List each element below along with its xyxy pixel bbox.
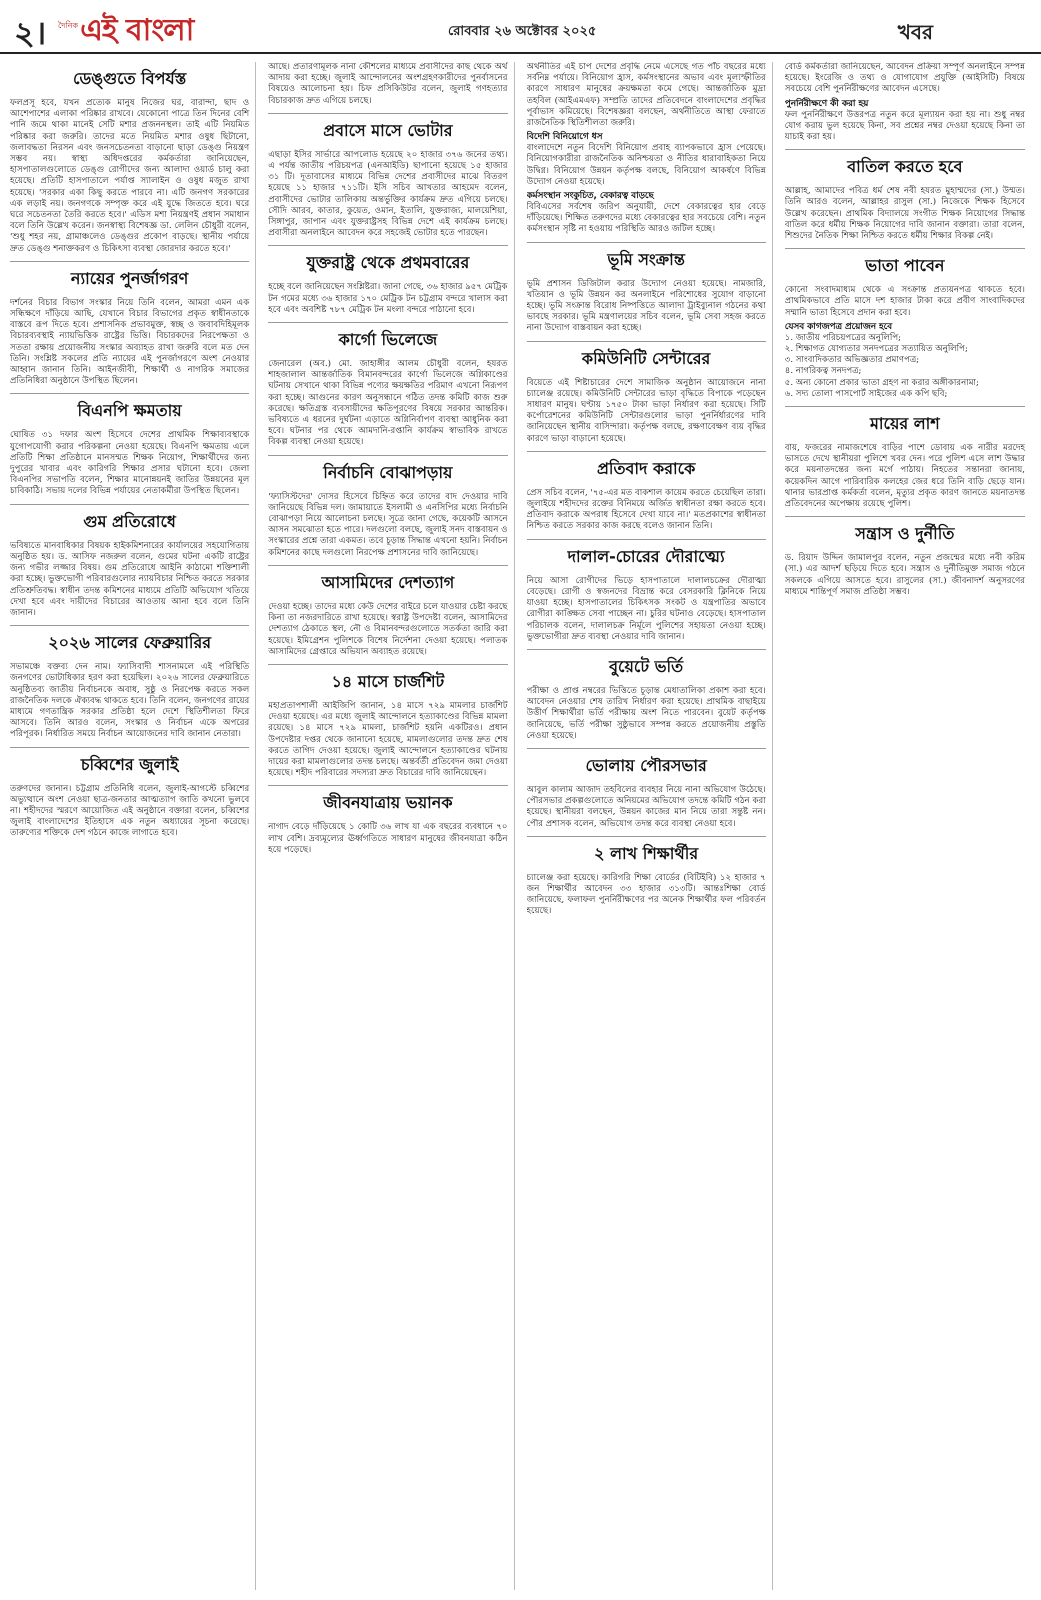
article-body: দেওয়া হচ্ছে। তাদের মধ্যে কেউ দেশের বাইরে চলে যাওয়ার চেষ্টা করছে কিনা তা নজরদারিতে রাখা হয়েছে। স্বরাষ্ট্র উপদেষ্টা বলেন, আসামিদের দেশত্যাগ ঠেকাতে স্থল, নৌ ও বিমানবন্দরগুলোতে সতর্কতা জারি করা হয়েছে। ইমিগ্রেশন পুলিশকে বিশেষ নির্দেশনা দেওয়া হয়েছে। পলাতক আসামিদের গ্রেপ্তারে অভিযান অব্যাহত রয়েছে।	[268, 601, 508, 657]
article	[268, 322, 507, 449]
article-body: নাগাদ বেড়ে দাঁড়িয়েছে ১ কোটি ৩৬ লাখ যা এক বছরের ব্যবধানে ৭০ লাখ বেশি। দ্রব্যমূল্যের ঊর্ধ্বগতিতে সাধারণ মানুষের জীবনযাত্রা কঠিন হয়ে পড়েছে।	[268, 822, 508, 855]
article-subhead: যেসব কাগজপত্র প্রয়োজন হবে	[784, 321, 893, 332]
article-body: দর্শনের বিচার বিভাগ সংস্কার নিয়ে তিনি বলেন, আমরা এমন এক সন্ধিক্ষণে দাঁড়িয়ে আছি, যেখানে বিচার বিভাগের প্রকৃত স্বাধীনতাকে বাস্তবে রূপ দিতে হবে। প্রশাসনিক প্রভাবমুক্ত, স্বচ্ছ ও জবাবদিহিমূলক বিচারব্যবস্থাই ন্যায়ভিত্তিক রাষ্ট্রের ভিত্তি। বিচারকদের নিরপেক্ষতা ও সততা রক্ষায় প্রয়োজনীয় সংস্কার অব্যাহত রাখা জরুরি বলে মত দেন তিনি। সংশ্লিষ্ট সকলের প্রতি ন্যায়ের এই পুনর্জাগরণে অংশ নেওয়ার আহ্বান জানান তিনি। আইনজীবী, শিক্ষার্থী ও নাগরিক সমাজের প্রতিনিধিরা অনুষ্ঠানে উপস্থিত ছিলেন।	[10, 297, 250, 387]
article	[527, 836, 766, 918]
article	[268, 245, 507, 316]
article-subhead-body: ফল পুনর্নিরীক্ষণে উত্তরপত্র নতুন করে মূল্যায়ন করা হয় না। শুধু নম্বর যোগ করায় ভুল হয়েছে কিনা, সব প্রশ্নের নম্বর দেওয়া হয়েছে কিনা তা যাচাই করা হয়।	[784, 109, 1025, 143]
list-item: ১. জাতীয় পরিচয়পত্রের অনুলিপি;	[784, 332, 902, 343]
article	[527, 451, 766, 533]
article	[268, 785, 507, 856]
article-body: চ্যালেঞ্জ করা হয়েছে। কারিগরি শিক্ষা বোর্ডের (বিটিইবি) ১২ হাজার ৭ জন শিক্ষার্থীর আবেদন ৩৩ হাজার ৩১৩টি। আন্তঃশিক্ষা বোর্ড জানিয়েছে, ফলাফল পুনর্নিরীক্ষণের পর অনেক শিক্ষার্থীর ফল পরিবর্তন হয়েছে।	[526, 872, 766, 917]
article	[10, 747, 249, 840]
news-column	[527, 62, 773, 1590]
article-headline: গুম প্রতিরোধে	[10, 504, 249, 541]
article	[785, 62, 1025, 143]
article	[10, 504, 249, 619]
article-body: জেনারেল (অব.) মো. জাহাঙ্গীর আলম চৌধুরী বলেন, হযরত শাহজালাল আন্তর্জাতিক বিমানবন্দরের কার্গো ভিলেজে অগ্নিকাণ্ডের ঘটনায় সেখানে থাকা বিভিন্ন পণ্যের ক্ষয়ক্ষতির পরিমাণ এখনো নিরূপণ করা হচ্ছে। আগুনের কারণ অনুসন্ধানে গঠিত তদন্ত কমিটি কাজ শুরু করেছে। ক্ষতিগ্রস্ত ব্যবসায়ীদের ক্ষতিপূরণের বিষয়ে সরকার আন্তরিক। ভবিষ্যতে এ ধরনের দুর্ঘটনা এড়াতে অগ্নিনির্বাপণ ব্যবস্থা আধুনিক করা হবে। ঘটনার পর থেকে আমদানি-রপ্তানি কার্যক্রম স্বাভাবিক রাখতে বিকল্প ব্যবস্থা নেওয়া হয়েছে।	[268, 359, 508, 448]
article-headline: কমিউনিটি সেন্টারের	[527, 341, 766, 378]
article-headline: বিএনপি ক্ষমতায়	[10, 393, 249, 430]
article-headline: নির্বাচনি বোঝাপড়ায়	[268, 455, 507, 492]
article-body: ঘোষিত ৩১ দফার অংশ হিসেবে দেশের প্রাথমিক শিক্ষাব্যবস্থাকে যুগোপযোগী করার পরিকল্পনা নেওয়া হয়েছে। বিএনপি ক্ষমতায় এলে প্রতিটি শিক্ষা প্রতিষ্ঠানে মানসম্মত শিক্ষক নিয়োগ, শিক্ষার্থীদের জন্য দুপুরের খাবার এবং কারিগরি শিক্ষার প্রসার ঘটানো হবে। জেলা বিএনপির সভাপতি বলেন, শিক্ষার মানোন্নয়নই জাতির উন্নয়নের মূল চাবিকাঠি। সভায় দলের বিভিন্ন পর্যায়ের নেতাকর্মীরা উপস্থিত ছিলেন।	[10, 430, 250, 497]
article-subhead: বিদেশি বিনিয়োগে ধস	[526, 132, 603, 143]
article-body: মহাপ্রতাপশালী আইজিপি জানান, ১৪ মাসে ৭২৯ মামলার চার্জশিট দেওয়া হয়েছে। এর মধ্যে জুলাই আন্দোলনে হত্যাকাণ্ডের বিভিন্ন মামলা রয়েছে। ১৪ মাসে ৭২৯ মামলা, চার্জশিট হয়নি একটিরও। প্রধান উপদেষ্টার দপ্তর থেকে জানানো হয়েছে, মামলাগুলোর তদন্ত দ্রুত শেষ করতে তাগিদ দেওয়া হয়েছে। জুলাই আন্দোলনে হত্যাকাণ্ডের ঘটনায় দায়ের করা মামলাগুলোর তদন্ত চলছে। অন্তর্বর্তী প্রতিবেদন জমা দেওয়া হয়েছে। শহীদ পরিবারের সদস্যরা দ্রুত বিচারের দাবি জানিয়েছেন।	[268, 700, 508, 779]
article-body: পরীক্ষা ও প্রাপ্ত নম্বরের ভিত্তিতে চূড়ান্ত মেধাতালিকা প্রকাশ করা হবে। আবেদন নেওয়ার শেষ তারিখ নির্ধারণ করা হয়েছে। প্রাথমিক বাছাইয়ে উত্তীর্ণ শিক্ষার্থীরা ভর্তি পরীক্ষায় অংশ নিতে পারবেন। বুয়েট কর্তৃপক্ষ জানিয়েছে, ভর্তি পরীক্ষা সুষ্ঠুভাবে সম্পন্ন করতে প্রয়োজনীয় প্রস্তুতি নেওয়া হয়েছে।	[526, 685, 766, 741]
article	[268, 664, 507, 779]
article-body: সভামঞ্চে বক্তব্য দেন নাম। ফ্যাসিবাদী শাসনামলে এই পরিস্থিতি জনগণের ভোটাধিকার হরণ করা হয়েছিল। ২০২৬ সালের ফেব্রুয়ারিতে অনুষ্ঠিতব্য জাতীয় নির্বাচনকে অবাধ, সুষ্ঠু ও নিরপেক্ষ করতে সকল রাজনৈতিক দলকে ঐক্যবদ্ধ থাকতে হবে। তিনি বলেন, জনগণের রায়ের মাধ্যমে গণতান্ত্রিক সরকার প্রতিষ্ঠা হলে দেশে স্থিতিশীলতা ফিরে আসবে। তিনি আরও বলেন, সংস্কার ও নির্বাচন একে অপরের পরিপূরক। নির্ধারিত সময়ে নির্বাচন আয়োজনের দাবি জানান নেতারা।	[10, 662, 250, 740]
logo-tagline: দৈনিক	[58, 21, 79, 30]
article-body: ড. রিয়াদ উদ্দিন জামালপুর বলেন, নতুন প্রজন্মের মধ্যে নবী করিম (সা.) এর আদর্শ ছড়িয়ে দিতে হবে। সন্ত্রাস ও দুর্নীতিমুক্ত সমাজ গঠনে সকলকে এগিয়ে আসতে হবে। রাসুলের (সা.) জীবনাদর্শ অনুসরণের মাধ্যমে শান্তিপূর্ণ সমাজ প্রতিষ্ঠা সম্ভব।	[784, 553, 1025, 597]
article	[268, 113, 507, 240]
article-body: বায়, ফজরের নামাজশেষে বাড়ির পাশে ডোবায় এক নারীর মরদেহ ভাসতে দেখে স্থানীয়রা পুলিশে খবর দেন। পরে পুলিশ এসে লাশ উদ্ধার করে ময়নাতদন্তের জন্য মর্গে পাঠায়। নিহতের সন্তানরা জানায়, কয়েকদিন আগে পারিবারিক কলহের জের ধরে তিনি বাড়ি ছেড়ে যান। থানার ভারপ্রাপ্ত কর্মকর্তা বলেন, মৃত্যুর প্রকৃত কারণ জানতে ময়নাতদন্ত প্রতিবেদনের অপেক্ষায় রয়েছে পুলিশ।	[784, 443, 1025, 510]
article	[785, 149, 1025, 242]
article-body: হচ্ছে বলে জানিয়েছেন সংশ্লিষ্টরা। জানা গেছে, ৩৬ হাজার ৯৫৭ মেট্রিক টন গমের মধ্যে ৩৬ হাজার ১৭০ মেট্রিক টন চট্টগ্রাম বন্দরে খালাস করা হবে এবং অবশিষ্ট ৭৮৭ মেট্রিক টন মংলা বন্দরে পাঠানো হবে।	[268, 282, 508, 315]
article	[10, 62, 249, 255]
article-headline: ডেঙ্গুতে বিপর্যস্ত	[72, 69, 187, 88]
article-headline: যুক্তরাষ্ট্র থেকে প্রথমবারের	[268, 245, 507, 282]
article-headline: বুয়েটে ভর্তি	[527, 649, 766, 686]
article-headline: প্রতিবাদ করাকে	[527, 451, 766, 488]
article-headline: ভূমি সংক্রান্ত	[527, 242, 766, 279]
article	[10, 625, 249, 740]
dateline: রোববার ২৬ অক্টোবর ২০২৫	[448, 24, 597, 39]
article-body: বোর্ড কর্মকর্তারা জানিয়েছেন, আবেদন প্রক্রিয়া সম্পূর্ণ অনলাইনে সম্পন্ন হয়েছে। ইংরেজি ও তথ্য ও যোগাযোগ প্রযুক্তি (আইসিটি) বিষয়ে সবচেয়ে বেশি পুনর্নিরীক্ষণের আবেদন এসেছে।	[784, 62, 1025, 95]
article	[10, 261, 249, 388]
article-headline: মায়ের লাশ	[785, 406, 1025, 443]
article-headline: ন্যায়ের পুনর্জাগরণ	[10, 261, 249, 298]
article	[527, 242, 766, 335]
article	[10, 393, 249, 497]
article-headline: ভাতা পাবেন	[785, 248, 1025, 285]
list-item: ২. শিক্ষাগত যোগ্যতার সনদপত্রের সত্যায়িত অনুলিপি;	[784, 344, 968, 355]
article	[785, 406, 1025, 510]
article-headline: প্রবাসে মাসে ভোটার	[268, 113, 507, 150]
page-number: ২।	[14, 14, 47, 52]
news-columns	[10, 62, 1031, 1590]
news-column	[10, 62, 256, 1590]
list-item: ৬. সদ্য তোলা পাসপোর্ট সাইজের এক কপি ছবি;	[784, 388, 948, 399]
article-body: এছাড়া ইসির সার্ভারে আপলোড হয়েছে ২০ হাজার ৩৭৬ জনের তথ্য। এ পর্যন্ত জাতীয় পরিচয়পত্র (এনআইডি) ছাপানো হয়েছে ১৫ হাজার ৩১ টি। দূতাবাসের মাধ্যমে বিভিন্ন দেশের প্রবাসীদের মাঝে বিতরণ হয়েছে ১১ হাজার ৭১১টি। ইসি সচিব আখতার আহমেদ বলেন, প্রবাসীদের ভোটার তালিকায় অন্তর্ভুক্তির কার্যক্রম দ্রুত এগিয়ে চলছে। সৌদি আরব, কাতার, কুয়েত, ওমান, ইতালি, যুক্তরাজ্য, মালয়েশিয়া, সিঙ্গাপুর, জাপান এবং যুক্তরাষ্ট্রসহ বিভিন্ন দেশে এই কার্যক্রম চলছে। প্রবাসীরা অনলাইনে আবেদন করে সহজেই ভোটার হতে পারছেন।	[268, 149, 508, 239]
article	[268, 455, 507, 559]
article-body: 'ফ্যাসিস্টদের' দোসর হিসেবে চিহ্নিত করে তাদের বাদ দেওয়ার দাবি জানিয়েছে বিভিন্ন দল। জামায়াতে ইসলামী ও এনসিপির মধ্যে নির্বাচনি বোঝাপড়া নিয়ে আলোচনা চলছে। সূত্রে জানা গেছে, কয়েকটি আসনে আসন সমঝোতা হতে পারে। দলগুলো বলছে, জুলাই সনদ বাস্তবায়ন ও সংস্কারের প্রশ্নে তারা একমত। তবে চূড়ান্ত সিদ্ধান্ত এখনো হয়নি। নির্বাচন কমিশনের কাছে দলগুলো নিরপেক্ষ প্রশাসনের দাবি জানিয়েছে।	[268, 491, 508, 558]
article-headline: ২ লাখ শিক্ষার্থীর	[527, 836, 766, 873]
logo-title: এই বাংলা	[80, 13, 194, 48]
article-body: আল্লাহ, আমাদের পবিত্র ধর্ম শেষ নবী হযরত মুহাম্মদের (সা.) উম্মত। তিনি আরও বলেন, আল্লাহর রাসুল (সা.) নিজেকে শিক্ষক হিসেবে উল্লেখ করেছেন। প্রাথমিক বিদ্যালয়ে সংগীত শিক্ষক নিয়োগের সিদ্ধান্ত বাতিল করে ধর্মীয় শিক্ষক নিয়োগের দাবি জানান বক্তারা। তারা বলেন, শিশুদের নৈতিক শিক্ষা নিশ্চিত করতে ধর্মীয় শিক্ষার বিকল্প নেই।	[784, 186, 1025, 242]
article-body: ফলপ্রসূ হবে, যখন প্রত্যেক মানুষ নিজের ঘর, বারান্দা, ছাদ ও আশেপাশের এলাকা পরিষ্কার রাখবে। যেকোনো পাত্রে তিন দিনের বেশি পানি জমে থাকা মানেই সেটি মশার প্রজননস্থল। তাই এটি নিয়মিত পরিষ্কার করা জরুরি। তাদের মতে নিয়মিত মশার ওষুধ ছিটানো, জলাবদ্ধতা নিরসন এবং জনসচেতনতা বাড়ানো ছাড়া ডেঙ্গু নিয়ন্ত্রণ সম্ভব নয়। স্বাস্থ্য অধিদপ্তরের কর্মকর্তারা জানিয়েছেন, হাসপাতালগুলোতে ডেঙ্গু রোগীদের জন্য আলাদা ওয়ার্ড চালু করা হয়েছে। প্রতিটি হাসপাতালে পর্যাপ্ত স্যালাইন ও ওষুধ মজুত রাখা হয়েছে। 'সরকার একা কিছু করতে পারবে না। এটি জনগণ সরকারের এক লড়াই নয়। জনগণকে সম্পৃক্ত করে এই যুদ্ধে জিততে হবে। ঘরে ঘরে সচেতনতা তৈরি করতে হবে।' এডিস মশা নিয়ন্ত্রণই প্রধান সমাধান বলে তিনি উল্লেখ করেন। জনস্বাস্থ্য বিশেষজ্ঞ ডা. লেলিন চৌধুরী বলেন, 'শুধু শহর নয়, গ্রামাঞ্চলেও ডেঙ্গুর প্রকোপ বাড়ছে। স্থানীয় পর্যায়ে দ্রুত ডেঙ্গু শনাক্তকরণ ও চিকিৎসা ব্যবস্থা জোরদার করতে হবে।'	[10, 98, 250, 254]
article-headline: কার্গো ভিলেজে	[268, 322, 507, 359]
article-headline: ১৪ মাসে চার্জশিট	[268, 664, 507, 701]
article-headline: জীবনযাত্রায় ভয়ানক	[268, 785, 507, 822]
list-item: ৫. অন্য কোনো প্রকার ভাতা গ্রহণ না করার অঙ্গীকারনামা;	[784, 377, 979, 388]
article-subhead: পুনর্নিরীক্ষণে কী করা হয়	[784, 98, 869, 109]
article	[527, 649, 766, 742]
article-headline: চব্বিশের জুলাই	[10, 747, 249, 784]
article-headline: ২০২৬ সালের ফেব্রুয়ারির	[10, 625, 249, 662]
list-item: ৩. সাংবাদিকতার অভিজ্ঞতার প্রমাণপত্র;	[784, 355, 920, 366]
article-headline: আসামিদের দেশত্যাগ	[268, 565, 507, 602]
article-body: কোনো সংবাদমাধ্যম থেকে এ সংক্রান্ত প্রত্যয়নপত্র থাকতে হবে। প্রাথমিকভাবে প্রতি মাসে দশ হাজার টাকা করে প্রবীণ সাংবাদিকদের সম্মানি ভাতা হিসেবে প্রদান করা হবে।	[784, 285, 1025, 318]
list-item: ৪. নাগরিকত্ব সনদপত্র;	[784, 366, 862, 377]
article-body: নিয়ে আসা রোগীদের ভিড়ে হাসপাতালে দালালচক্রের দৌরাত্ম্য বেড়েছে। রোগী ও স্বজনদের বিভ্রান্ত করে বেসরকারি ক্লিনিকে নিয়ে যাওয়া হচ্ছে। হাসপাতালের চিকিৎসক সংকট ও যন্ত্রপাতির অভাবে রোগীরা কাঙ্ক্ষিত সেবা পাচ্ছেন না। চুরির ঘটনাও বেড়েছে। হাসপাতাল পরিচালক বলেন, দালালচক্র নির্মূলে পুলিশের সহায়তা নেওয়া হচ্ছে। ভুক্তভোগীরা দ্রুত ব্যবস্থা নেওয়ার দাবি জানান।	[526, 575, 766, 642]
article	[268, 62, 507, 107]
article-subhead-body: বিবিএসের সর্বশেষ জরিপ অনুযায়ী, দেশে বেকারত্বের হার বেড়ে দাঁড়িয়েছে। শিক্ষিত তরুণদের মধ্যে বেকারত্বের হার সবচেয়ে বেশি। নতুন কর্মসংস্থান সৃষ্টি না হওয়ায় পরিস্থিতি আরও জটিল হচ্ছে।	[526, 202, 766, 235]
news-column	[268, 62, 514, 1590]
article-headline: সন্ত্রাস ও দুর্নীতি	[785, 516, 1025, 553]
article	[527, 341, 766, 445]
article	[785, 248, 1025, 400]
article-body: আছে। প্রতারণামূলক নানা কৌশলের মাধ্যমে প্রবাসীদের কাছ থেকে অর্থ আদায় করা হচ্ছে। জুলাই আন্দোলনের অংশগ্রহণকারীদের পুনর্বাসনের বিষয়েও আলোচনা হয়। চিফ প্রসিকিউটর বলেন, জুলাই গণহত্যার বিচারকাজ দ্রুত এগিয়ে চলছে।	[268, 62, 508, 106]
article-body: তরুণদের জানান। চট্টগ্রাম প্রতিনিধি বলেন, জুলাই-আগস্টে চব্বিশের অভ্যুত্থানে অংশ নেওয়া ছাত্র-জনতার আত্মত্যাগ জাতি কখনো ভুলবে না। শহীদদের স্মরণে আয়োজিত এই অনুষ্ঠানে বক্তারা বলেন, চব্বিশের জুলাই বাংলাদেশের ইতিহাসে এক নতুন অধ্যায়ের সূচনা করেছে। তারুণ্যের শক্তিকে দেশ গঠনে কাজে লাগাতে হবে।	[10, 783, 250, 839]
article-headline: ভোলায় পৌরসভার	[527, 748, 766, 785]
article-headline: দালাল-চোরের দৌরাত্ম্যে	[527, 539, 766, 576]
article-body: বিয়েতে এই শিষ্টাচারের দেশে সামাজিক অনুষ্ঠান আয়োজনে নানা চ্যালেঞ্জ রয়েছে। কমিউনিটি সেন্টারের ভাড়া বৃদ্ধিতে বিপাকে পড়েছেন সাধারণ মানুষ। ঘণ্টায় ১৭৫০ টাকা ভাড়া নির্ধারণ করা হয়েছে। সিটি কর্পোরেশনের কমিউনিটি সেন্টারগুলোর ভাড়া পুনর্নির্ধারণের দাবি জানিয়েছেন স্থানীয় বাসিন্দারা। কর্তৃপক্ষ বলছে, রক্ষণাবেক্ষণ ব্যয় বৃদ্ধির কারণে ভাড়া বাড়ানো হয়েছে।	[526, 377, 766, 444]
masthead	[0, 0, 1041, 54]
article-subhead: কর্মসংস্থান সংকুচিত, বেকারত্ব বাড়ছে	[526, 191, 654, 202]
article-body: ভূমি প্রশাসন ডিজিটাল করার উদ্যোগ নেওয়া হয়েছে। নামজারি, খতিয়ান ও ভূমি উন্নয়ন কর অনলাইনে পরিশোধের সুযোগ বাড়ানো হচ্ছে। ভূমি সংক্রান্ত বিরোধ নিষ্পত্তিতে আলাদা ট্রাইব্যুনাল গঠনের কথা ভাবছে সরকার। ভূমি মন্ত্রণালয়ের সচিব বলেন, ভূমি সেবা সহজ করতে নানা উদ্যোগ বাস্তবায়ন করা হচ্ছে।	[526, 278, 766, 334]
article-body: আবুল কালাম আজাদ তহবিলের ব্যবহার নিয়ে নানা অভিযোগ উঠেছে। পৌরসভার প্রকল্পগুলোতে অনিয়মের অভিযোগ তদন্তে কমিটি গঠন করা হয়েছে। স্থানীয়রা বলছেন, উন্নয়ন কাজের মান নিয়ে তারা সন্তুষ্ট নন। পৌর প্রশাসক বলেন, অভিযোগ তদন্ত করে ব্যবস্থা নেওয়া হবে।	[526, 784, 766, 829]
article	[785, 516, 1025, 598]
article-subhead-body: বাংলাদেশে নতুন বিদেশি বিনিয়োগ প্রবাহ ব্যাপকভাবে হ্রাস পেয়েছে। বিনিয়োগকারীরা রাজনৈতিক অনিশ্চয়তা ও নীতির ধারাবাহিকতা নিয়ে উদ্বিগ্ন। বিনিয়োগ উন্নয়ন কর্তৃপক্ষ বলছে, বিনিয়োগ আকর্ষণে বিভিন্ন উদ্যোগ নেওয়া হয়েছে।	[526, 143, 766, 187]
article-body: ভবিষ্যতে মানবাধিকার বিষয়ক হাইকমিশনারের কার্যালয়ের সহযোগিতায় অনুষ্ঠিত হয়। ড. আসিফ নজরুল বলেন, গুমের ঘটনা একটি রাষ্ট্রের জন্য গভীর লজ্জার বিষয়। গুম প্রতিরোধে আইনি কাঠামো শক্তিশালী করা হচ্ছে। ভুক্তভোগী পরিবারগুলোর ন্যায়বিচার নিশ্চিত করতে সরকার প্রতিশ্রুতিবদ্ধ। স্বাধীন তদন্ত কমিশনের মাধ্যমে প্রতিটি অভিযোগ খতিয়ে দেখা হবে এবং দায়ীদের বিচারের আওতায় আনা হবে বলে তিনি জানান।	[10, 540, 250, 618]
article-body: অর্থনীতির এই চাপ দেশের প্রবৃদ্ধি নেমে এসেছে গত পাঁচ বছরের মধ্যে সর্বনিম্ন পর্যায়ে। বিনিয়োগ হ্রাস, কর্মসংস্থানের অভাব এবং মূল্যস্ফীতির কারণে সাধারণ মানুষের ক্রয়ক্ষমতা কমে গেছে। আন্তর্জাতিক মুদ্রা তহবিল (আইএমএফ) সম্প্রতি তাদের প্রতিবেদনে বাংলাদেশের প্রবৃদ্ধির পূর্বাভাস কমিয়েছে। বিশেষজ্ঞরা বলছেন, অর্থনীতিতে আস্থা ফেরাতে রাজনৈতিক স্থিতিশীলতা জরুরি।	[526, 62, 766, 129]
newspaper-logo	[58, 6, 193, 57]
news-column	[785, 62, 1031, 1590]
section-name: খবর	[897, 20, 933, 44]
article	[268, 565, 507, 658]
article-headline: বাতিল করতে হবে	[785, 149, 1025, 186]
article	[527, 539, 766, 643]
article	[527, 62, 766, 236]
article	[527, 748, 766, 830]
article-body: প্রেস সচিব বলেন, '৭৫-এর মত বাকশাল কায়েম করতে চেয়েছিল তারা। জুলাইয়ে শহীদদের রক্তের বিনিময়ে অর্জিত স্বাধীনতা রক্ষা করতে হবে। প্রতিবাদ করাকে অপরাধ হিসেবে দেখা যাবে না।' মতপ্রকাশের স্বাধীনতা নিশ্চিত করতে সরকার কাজ করছে বলেও জানান তিনি।	[526, 487, 766, 532]
